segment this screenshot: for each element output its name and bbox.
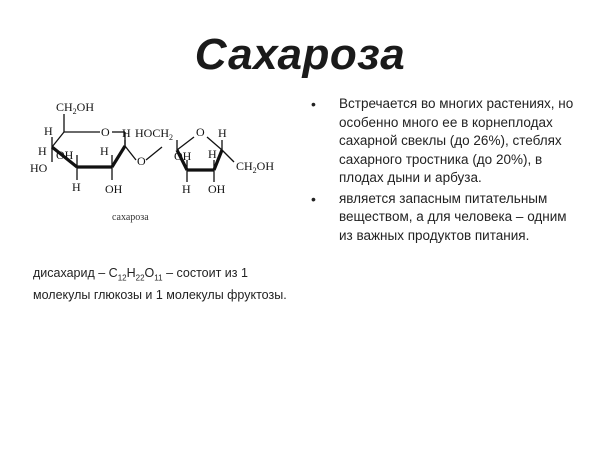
glucose-oh-bottom: OH — [105, 182, 123, 196]
fructose-oh-c3: OH — [174, 149, 192, 163]
bullet-icon: • — [311, 96, 316, 112]
glucose-h-c2: H — [100, 144, 109, 158]
fructose-oh-bottom-right: OH — [208, 182, 226, 196]
fructose-ring-oxygen: O — [196, 125, 205, 139]
fructose-h-c4: H — [208, 147, 217, 161]
sucrose-description: дисахарид – $C_{12}H_{22}O_{11}$ – состоит из 1 молекулы глюкозы и 1 молекулы фруктозы. — [33, 266, 287, 302]
glucose-ring-oxygen: O — [101, 125, 110, 139]
fact-list — [311, 95, 581, 247]
glucose-h-bottom: H — [72, 180, 81, 194]
fructose-hoch2-label: $HOCH_2$ — [135, 126, 174, 142]
glucose-ch2oh-label: $CH_2OH$ — [56, 100, 95, 116]
slide-title: Сахароза — [194, 30, 406, 79]
glucose-h-anomeric: H — [122, 126, 131, 140]
glucose-h-top-left: H — [44, 124, 53, 138]
fructose-h-bottom-left: H — [182, 182, 191, 196]
list-item: • Встречается во многих растениях, но особенно много ее в корнеплодах сахарной свеклы (до 26%), стеблях сахарного тростника (до 20%), в плодах дыни и арбуза. — [311, 96, 574, 185]
fructose-h-top-right: H — [218, 126, 227, 140]
bullet-icon: • — [311, 190, 316, 207]
sucrose-structure-diagram — [22, 92, 302, 232]
list-item: • является запасным питательным веществом, а для человека – одним из важных продуктов питания. — [311, 190, 567, 243]
fructose-ch2oh-label: $CH_2OH$ — [236, 159, 275, 175]
structure-caption: сахароза — [112, 212, 149, 223]
glycosidic-oxygen: O — [137, 154, 146, 168]
glucose-ho-left: HO — [30, 161, 48, 175]
glucose-h-c4: H — [38, 144, 47, 158]
glucose-oh-c4: OH — [56, 148, 74, 162]
